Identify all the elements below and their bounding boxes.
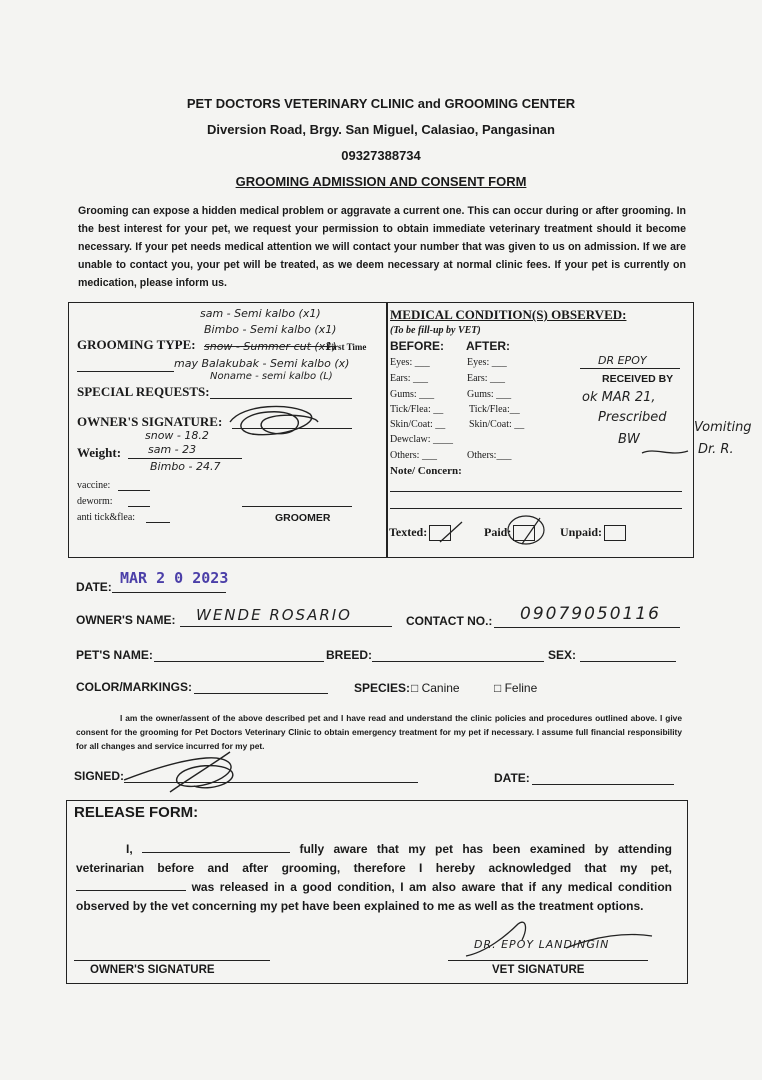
before-eyes[interactable]: Eyes: ___	[390, 357, 430, 368]
vet-sig-label: VET SIGNATURE	[492, 964, 585, 976]
owner-signature-scribble	[222, 400, 322, 440]
hw-received-2: Prescribed	[598, 410, 667, 425]
form-title: GROOMING ADMISSION AND CONSENT FORM	[235, 174, 527, 189]
owner-name-value: WENDE ROSARIO	[196, 606, 352, 624]
vet-signature-flourish	[456, 916, 656, 960]
hw-grooming-5: Noname - semi kalbo (L)	[210, 371, 333, 382]
release-paragraph: I, fully aware that my pet has been examined by attending veterinarian before and after grooming, therefore I hereby acknowledged that my pet, was released in a good condition, I am also aware that if any medical condition observed by the vet concerning my pet have been explained to me as well as the treatment options.	[76, 842, 673, 913]
before-skincoat[interactable]: Skin/Coat: __	[390, 419, 446, 430]
medical-subtitle: (To be fill-up by VET)	[390, 325, 481, 336]
release-title: RELEASE FORM:	[74, 804, 199, 821]
antitick-line[interactable]	[146, 522, 170, 523]
contact-value: 09079050116	[520, 604, 661, 624]
signed-scribble	[120, 748, 250, 798]
release-name-blank[interactable]	[142, 840, 290, 853]
contact-line[interactable]	[494, 627, 680, 628]
sex-line[interactable]	[580, 661, 676, 662]
date-line[interactable]	[112, 592, 226, 593]
received-by-label: RECEIVED BY	[602, 373, 674, 385]
checkbox-marks	[434, 508, 554, 548]
signed-date-label: DATE:	[494, 771, 530, 785]
paid-field[interactable]: Paid:	[484, 525, 535, 541]
after-eyes[interactable]: Eyes: ___	[467, 357, 507, 368]
after-others[interactable]: Others:___	[467, 450, 512, 461]
after-label: AFTER:	[466, 339, 510, 353]
vaccine-line[interactable]	[118, 490, 150, 491]
clinic-address: Diversion Road, Brgy. San Miguel, Calasiao, Pangasinan	[207, 122, 555, 137]
unpaid-field[interactable]: Unpaid:	[560, 525, 626, 541]
special-requests-line[interactable]	[210, 398, 352, 399]
deworm-label: deworm:	[77, 496, 113, 507]
grooming-line	[77, 371, 174, 372]
signed-label: SIGNED:	[74, 769, 125, 783]
hw-weight-2: sam - 23	[148, 443, 197, 456]
breed-line[interactable]	[372, 661, 544, 662]
hw-grooming-2: Bimbo - Semi kalbo (x1)	[204, 323, 337, 336]
signed-date-line[interactable]	[532, 784, 674, 785]
date-stamp: MAR 2 0 2023	[120, 569, 229, 587]
hw-grooming-3: snow - Summer cut (x1)	[204, 340, 337, 353]
owner-sig-label: OWNER'S SIGNATURE	[90, 964, 215, 976]
hw-weight-3: Bimbo - 24.7	[150, 460, 221, 473]
special-requests-label: SPECIAL REQUESTS:	[77, 384, 210, 399]
species-feline[interactable]: □ Feline	[494, 681, 538, 695]
color-line[interactable]	[194, 693, 328, 694]
intro-paragraph: Grooming can expose a hidden medical problem or aggravate a current one. This can occur during or after grooming. In the best interest for your pet, we request your permission to obtain immediate veterinary treatment should it become necessary. If your pet needs medical attention we will contact your number that was given to us on admission. If we are unable to contact you, your pet will be treated, as we deem necessary at normal clinic fees. If your pet is currently on medication, please inform us.	[78, 205, 686, 289]
weight-line[interactable]	[128, 458, 242, 459]
before-ears[interactable]: Ears: ___	[390, 373, 429, 384]
owner-name-line[interactable]	[180, 626, 392, 627]
vet-sig-line[interactable]	[448, 960, 648, 961]
species-canine[interactable]: □ Canine	[411, 681, 460, 695]
texted-field[interactable]: Texted:	[389, 525, 451, 541]
first-time-label: First Time	[326, 342, 367, 352]
after-ears[interactable]: Ears: ___	[467, 373, 506, 384]
after-skincoat[interactable]: Skin/Coat: __	[469, 419, 525, 430]
hw-grooming-4: may Balakubak - Semi kalbo (x)	[174, 357, 350, 370]
before-tickflea[interactable]: Tick/Flea: __	[390, 404, 444, 415]
after-tickflea[interactable]: Tick/Flea:__	[469, 404, 520, 415]
before-label: BEFORE:	[390, 339, 444, 353]
hw-received-underline	[640, 445, 690, 460]
release-pet-blank[interactable]	[76, 878, 186, 891]
vet-sig-written: DR. EPOY LANDINGIN	[474, 938, 610, 951]
color-label: COLOR/MARKINGS:	[76, 680, 192, 694]
hw-received-3: BW	[618, 432, 640, 447]
deworm-line[interactable]	[128, 506, 150, 507]
medical-title: MEDICAL CONDITION(S) OBSERVED:	[390, 307, 627, 322]
hw-received-1: ok MAR 21,	[582, 390, 656, 405]
received-line[interactable]	[580, 368, 680, 369]
dewclaw[interactable]: Dewclaw: ____	[390, 434, 454, 445]
unpaid-checkbox[interactable]	[604, 525, 626, 541]
owner-name-label: OWNER'S NAME:	[76, 613, 176, 627]
date-label: DATE:	[76, 580, 112, 594]
grooming-type-label: GROOMING TYPE:	[77, 337, 196, 352]
clinic-phone: 09327388734	[341, 148, 421, 163]
hw-side-2: Dr. R.	[698, 442, 734, 457]
hw-weight-1: snow - 18.2	[145, 429, 209, 442]
consent-paragraph: I am the owner/assent of the above described pet and I have read and understand the clinic policies and procedures outlined above. I give consent for the grooming for Pet Doctors Veterinary Clinic to obtain emergency treatment for my pet if necessary. I assume full financial responsibility for all changes and service incurred for my pet.	[76, 713, 682, 751]
breed-label: BREED:	[326, 648, 373, 662]
before-gums[interactable]: Gums: ___	[390, 389, 435, 400]
contact-label: CONTACT NO.:	[406, 614, 493, 628]
owner-sig-line[interactable]	[74, 960, 270, 961]
groomer-line[interactable]	[242, 506, 352, 507]
pet-name-line[interactable]	[154, 661, 324, 662]
vaccine-label: vaccine:	[77, 480, 111, 491]
sex-label: SEX:	[548, 648, 577, 662]
note-label: Note/ Concern:	[390, 465, 462, 477]
owner-signature-label: OWNER'S SIGNATURE:	[77, 414, 223, 429]
groomer-label: GROOMER	[275, 512, 331, 524]
hw-grooming-1: sam - Semi kalbo (x1)	[200, 307, 321, 320]
hw-received-name: DR EPOY	[598, 354, 647, 367]
note-line-1[interactable]	[390, 491, 682, 492]
antitick-label: anti tick&flea:	[77, 512, 136, 523]
clinic-name: PET DOCTORS VETERINARY CLINIC and GROOMING CENTER	[186, 96, 576, 111]
species-label: SPECIES:	[354, 681, 411, 695]
before-others[interactable]: Others: ___	[390, 450, 437, 461]
weight-label: Weight:	[77, 445, 122, 460]
hw-side-1: Vomiting	[694, 420, 752, 435]
after-gums[interactable]: Gums: ___	[467, 389, 512, 400]
pet-name-label: PET'S NAME:	[76, 648, 153, 662]
